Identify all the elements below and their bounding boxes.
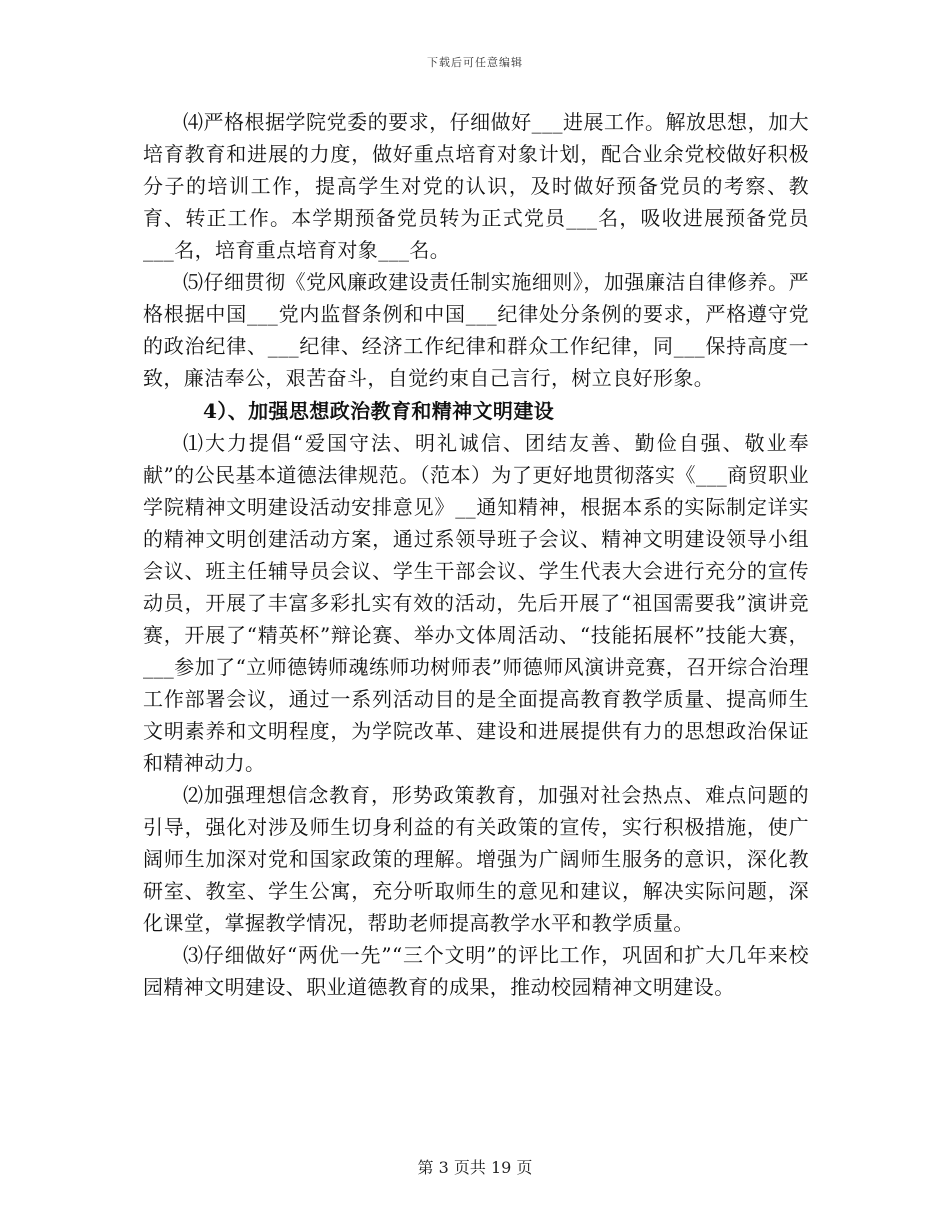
- paragraph-4: ⑷严格根据学院党委的要求，仔细做好___进展工作。解放思想，加大培育教育和进展的力度，做好重点培育对象计划，配合业余党校做好积极分子的培训工作，提高学生对党的认识，及时做好预备党员的考察、教育、转正工作。本学期预备党员转为正式党员___名，吸收进展预备党员___名，培育重点培育对象___名。: [143, 110, 809, 262]
- document-body: [143, 106, 809, 1003]
- section-paragraph-1: ⑴大力提倡“爱国守法、明礼诚信、团结友善、勤俭自强、敬业奉献”的公民基本道德法律规范。（范本）为了更好地贯彻落实《___商贸职业学院精神文明建设活动安排意见》__通知精神，根据本系的实际制定详实的精神文明创建活动方案，通过系领导班子会议、精神文明建设领导小组会议、班主任辅导员会议、学生干部会议、学生代表大会进行充分的宣传动员，开展了丰富多彩扎实有效的活动，先后开展了“祖国需要我”演讲竞赛，开展了“精英杯”辩论赛、举办文体周活动、“技能拓展杯”技能大赛，___参加了“立师德铸师魂练师功树师表”师德师风演讲竞赛，召开综合治理工作部署会议，通过一系列活动目的是全面提高教育教学质量、提高师生文明素养和文明程度，为学院改革、建设和进展提供有力的思想政治保证和精神动力。: [143, 431, 809, 775]
- section-paragraph-3: ⑶仔细做好“两优一先”“三个文明”的评比工作，巩固和扩大几年来校园精神文明建设、职业道德教育的成果，推动校园精神文明建设。: [143, 943, 809, 999]
- paragraph-5: ⑸仔细贯彻《党风廉政建设责任制实施细则》，加强廉洁自律修养。严格根据中国___党内监督条例和中国___纪律处分条例的要求，严格遵守党的政治纪律、___纪律、经济工作纪律和群众工作纪律，同___保持高度一致，廉洁奉公，艰苦奋斗，自觉约束自己言行，树立良好形象。: [143, 270, 809, 390]
- page-header: 下载后可任意编辑: [427, 56, 523, 69]
- page-footer: 第 3 页共 19 页: [417, 1158, 533, 1177]
- section-heading: 4）、加强思想政治教育和精神文明建设: [203, 399, 555, 423]
- section-paragraph-2: ⑵加强理想信念教育，形势政策教育，加强对社会热点、难点问题的引导，强化对涉及师生切身利益的有关政策的宣传，实行积极措施，使广阔师生加深对党和国家政策的理解。增强为广阔师生服务的意识，深化教研室、教室、学生公寓，充分听取师生的意见和建议，解决实际问题，深化课堂，掌握教学情况，帮助老师提高教学水平和教学质量。: [143, 783, 809, 935]
